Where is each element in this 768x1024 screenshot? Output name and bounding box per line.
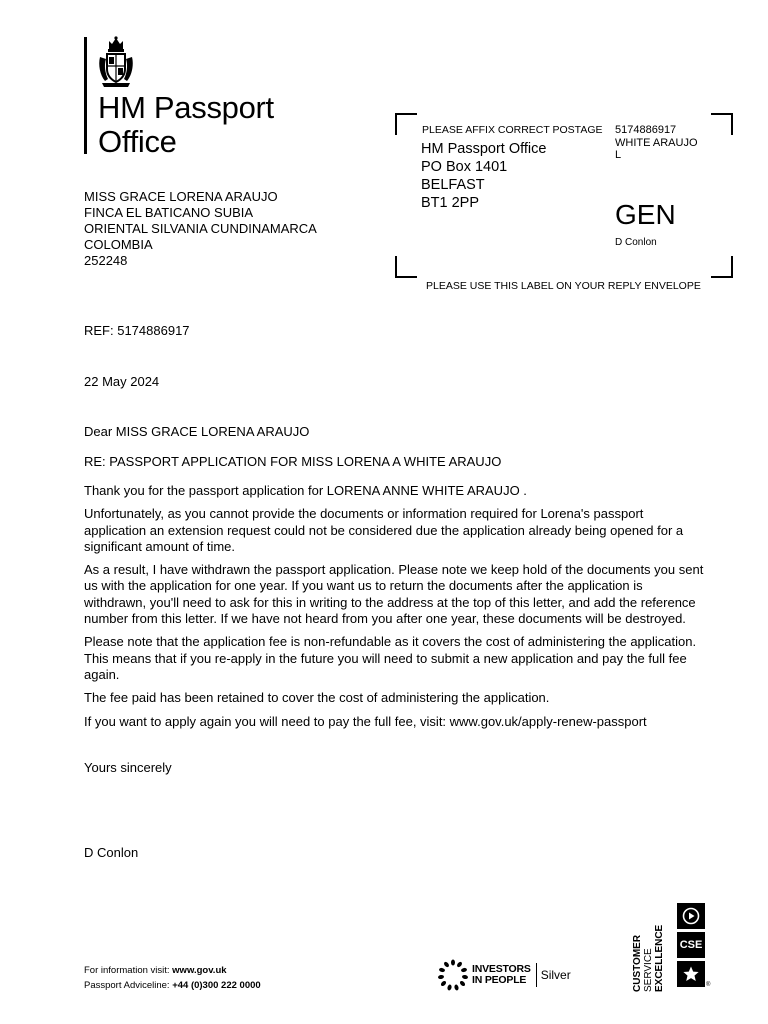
reply-envelope-instruction: PLEASE USE THIS LABEL ON YOUR REPLY ENVELOPE <box>426 280 701 292</box>
label-reference <box>615 124 698 162</box>
letter-body <box>84 483 708 737</box>
cse-line2: SERVICE <box>643 948 654 992</box>
play-icon <box>682 907 700 925</box>
footer-adviceline <box>84 979 261 994</box>
brand-name-line2: Office <box>98 124 177 159</box>
label-reference-line: L <box>615 149 622 161</box>
affix-postage-text: PLEASE AFFIX CORRECT POSTAGE <box>422 124 603 136</box>
footer-contact-info <box>84 964 261 993</box>
iip-divider <box>536 963 537 987</box>
reply-address-line: BELFAST <box>421 177 485 193</box>
laurel-wreath-icon <box>437 959 469 991</box>
cse-star-box <box>677 961 705 987</box>
label-corner-bottom-left <box>395 256 417 278</box>
reply-address-line: PO Box 1401 <box>421 159 508 175</box>
recipient-line: MISS GRACE LORENA ARAUJO <box>84 189 278 204</box>
letter-subject: RE: PASSPORT APPLICATION FOR MISS LORENA A WHITE ARAUJO <box>84 454 502 469</box>
recipient-line: 252248 <box>84 253 128 268</box>
closing: Yours sincerely <box>84 760 172 775</box>
cse-text-box: CSE <box>677 932 705 958</box>
body-paragraph: If you want to apply again you will need to pay the full fee, visit: www.gov.uk/apply-renew-passport <box>84 713 647 729</box>
cse-line3: EXCELLENCE <box>654 924 665 992</box>
logo-rule <box>84 37 87 154</box>
label-corner-top-right <box>711 113 733 135</box>
brand-name-line1: HM Passport <box>98 90 274 125</box>
info-label: For information visit: <box>84 965 170 976</box>
label-corner-top-left <box>395 113 417 135</box>
label-reference-line: WHITE ARAUJO <box>615 136 698 149</box>
reply-address <box>421 140 546 212</box>
iip-line1: INVESTORS <box>472 963 531 975</box>
adviceline-label: Passport Adviceline: <box>84 979 170 991</box>
info-url: www.gov.uk <box>172 965 227 976</box>
label-reference-line: 5174886917 <box>615 124 677 136</box>
iip-level: Silver <box>540 968 571 982</box>
registered-mark: ® <box>706 982 711 988</box>
letter-reference: REF: 5174886917 <box>84 323 190 338</box>
royal-coat-of-arms-icon <box>97 35 135 89</box>
cse-line1: CUSTOMER <box>632 934 643 992</box>
label-category-code: GEN <box>615 199 676 230</box>
adviceline-number: +44 (0)300 222 0000 <box>172 979 261 991</box>
iip-line2: IN PEOPLE <box>472 974 527 986</box>
investors-in-people-logo <box>437 958 571 992</box>
body-paragraph: Unfortunately, as you cannot provide the documents or information required for Lorena's passport application an extension request could not be considered due the application already being opened for a significant amount of time. <box>84 506 684 554</box>
body-paragraph: Thank you for the passport application for LORENA ANNE WHITE ARAUJO . <box>84 483 527 498</box>
body-paragraph: The fee paid has been retained to cover the cost of administering the application. <box>84 690 550 706</box>
label-corner-bottom-right <box>711 256 733 278</box>
customer-service-excellence-badge <box>633 900 717 994</box>
recipient-line: COLOMBIA <box>84 237 153 252</box>
body-paragraph: Please note that the application fee is non-refundable as it covers the cost of administering the application. This means that if you re-apply in the future you will need to submit a new application and pay the full fee again. <box>84 634 697 682</box>
cse-wordmark <box>633 902 673 992</box>
recipient-line: ORIENTAL SILVANIA CUNDINAMARCA <box>84 221 317 236</box>
recipient-address <box>84 189 317 269</box>
signatory: D Conlon <box>84 845 139 860</box>
reply-address-line: BT1 2PP <box>421 195 480 211</box>
star-icon <box>682 965 700 983</box>
label-signer: D Conlon <box>615 237 657 248</box>
reply-address-line: HM Passport Office <box>421 141 547 157</box>
footer-info-line <box>84 964 261 979</box>
body-paragraph: As a result, I have withdrawn the passport application. Please note we keep hold of the documents you sent us with the application for one year. If you want us to return the documents after the application is withdrawn, you'll need to ask for this in writing to the address at the top of this letter, and add the reference number from this letter. If we have not heard from you after one year, these documents will be destroyed. <box>84 562 704 627</box>
recipient-line: FINCA EL BATICANO SUBIA <box>84 205 254 220</box>
salutation: Dear MISS GRACE LORENA ARAUJO <box>84 424 310 439</box>
iip-wordmark <box>472 964 531 986</box>
cse-play-box <box>677 903 705 929</box>
letter-date: 22 May 2024 <box>84 374 160 389</box>
